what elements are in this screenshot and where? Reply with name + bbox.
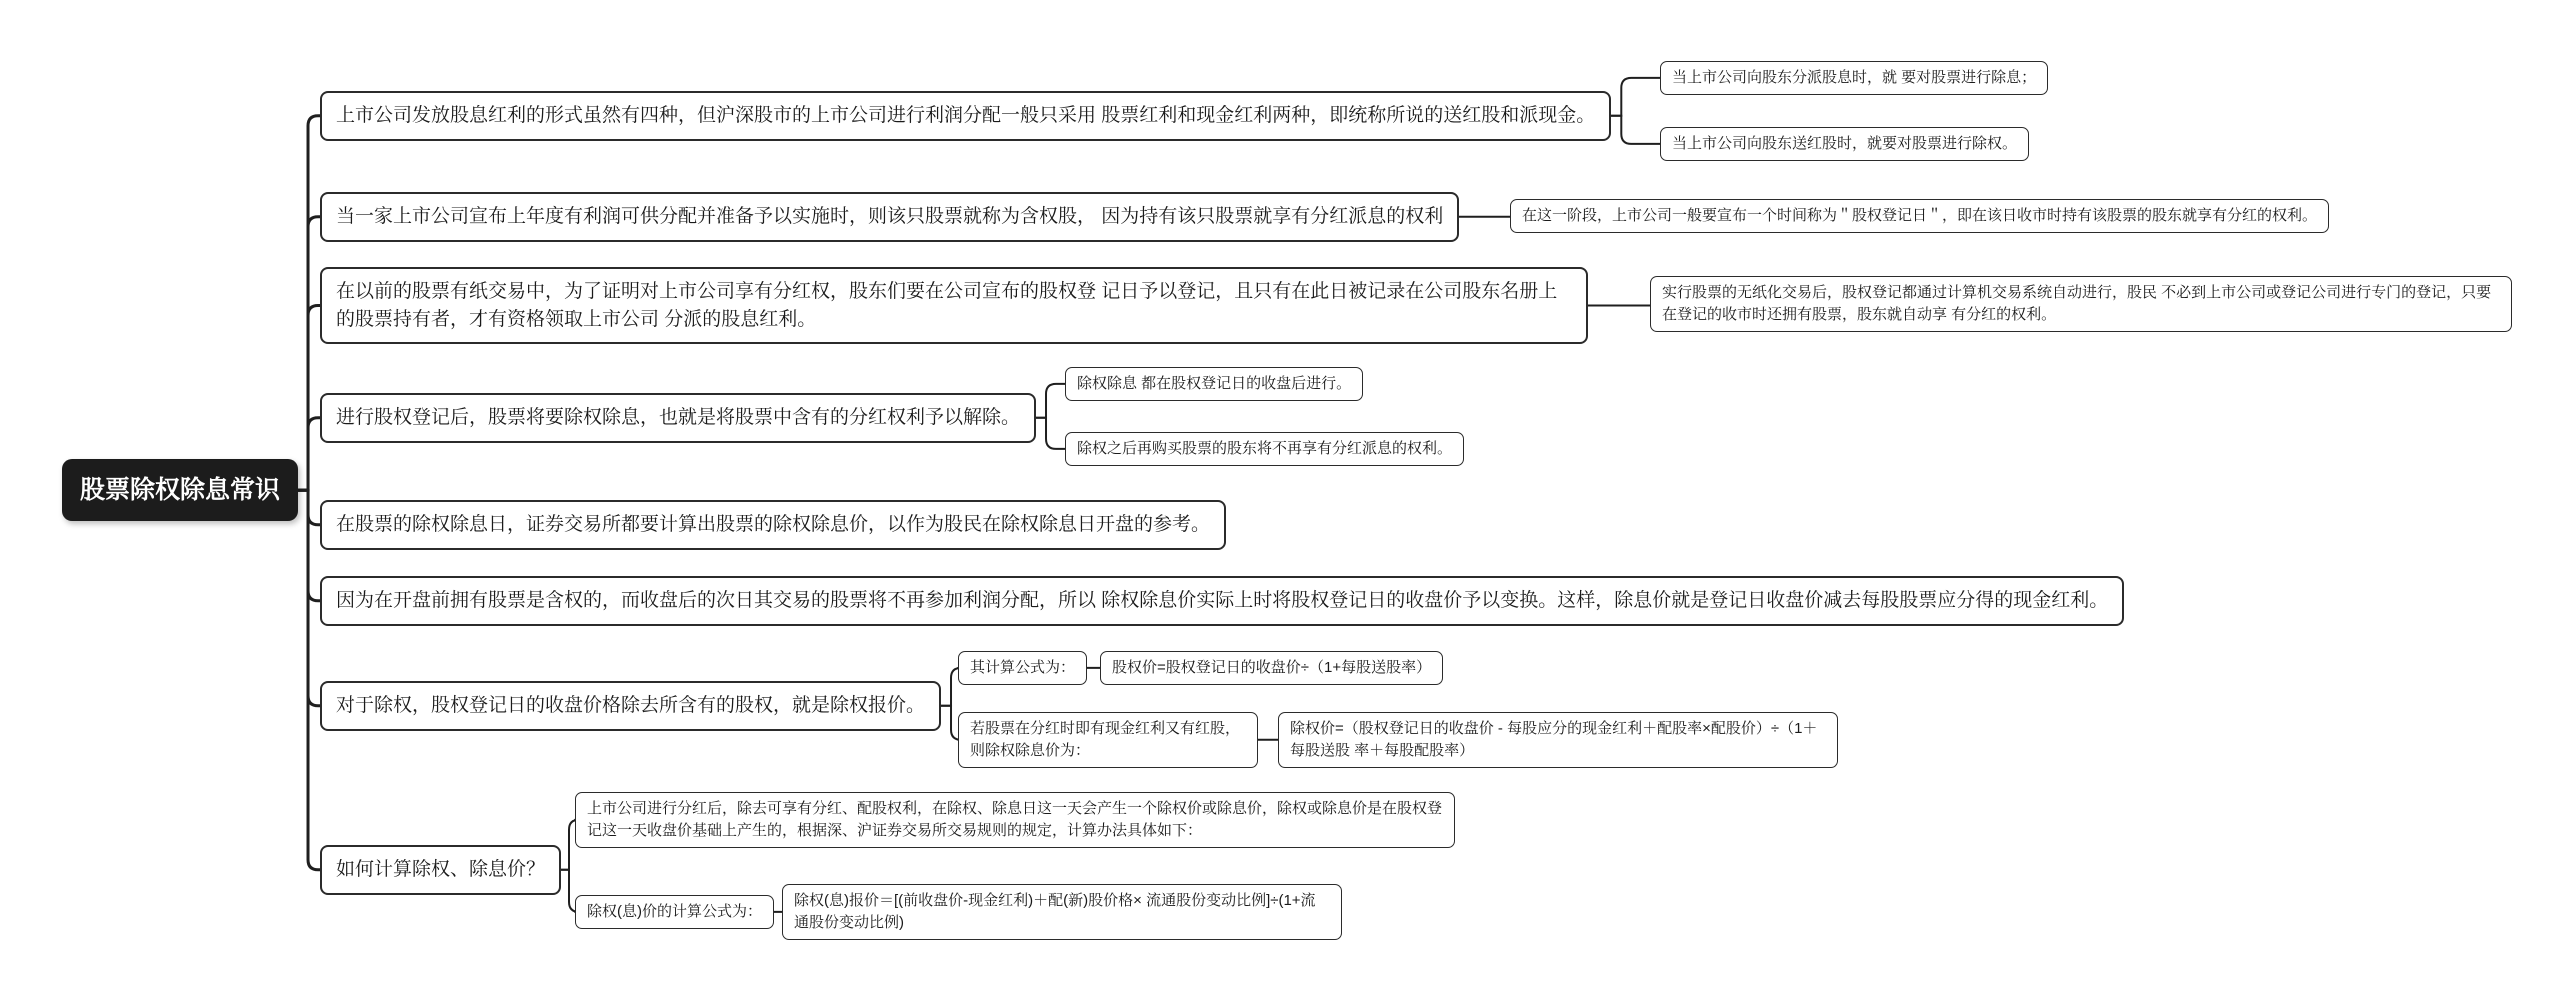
branch-dividend-forms[interactable]: 上市公司发放股息红利的形式虽然有四种，但沪深股市的上市公司进行利润分配一般只采用 股票红利和现金红利两种，即统称所说的送红股和派现金。 [320, 91, 1611, 141]
branch-rights-included-stock[interactable]: 当一家上市公司宣布上年度有利润可供分配并准备予以实施时，则该只股票就称为含权股， 因为持有该只股票就享有分红派息的权利 [320, 192, 1459, 242]
branch-exchange-calculates-price[interactable]: 在股票的除权除息日，证券交易所都要计算出股票的除权除息价，以作为股民在除权除息日开盘的参考。 [320, 500, 1226, 550]
subtopic-xr-xd-formula-intro[interactable]: 除权(息)价的计算公式为： [575, 895, 774, 929]
subtopic-ex-rights-when-bonus[interactable]: 当上市公司向股东送红股时，就要对股票进行除权。 [1660, 127, 2029, 161]
subtopic-no-dividend-after-xr[interactable]: 除权之后再购买股票的股东将不再享有分红派息的权利。 [1065, 432, 1464, 466]
root-topic[interactable]: 股票除权除息常识 [62, 459, 298, 521]
branch-how-to-calculate[interactable]: 如何计算除权、除息价？ [320, 845, 561, 895]
formula-ex-rights-combined[interactable]: 除权价=（股权登记日的收盘价 - 每股应分的现金红利＋配股率×配股价）÷（1＋每股送股 率＋每股配股率） [1278, 712, 1838, 768]
subtopic-formula-intro[interactable]: 其计算公式为： [958, 651, 1087, 685]
branch-paper-trading-registration[interactable]: 在以前的股票有纸交易中，为了证明对上市公司享有分红权，股东们要在公司宣布的股权登 记日予以登记，且只有在此日被记录在公司股东名册上的股票持有者，才有资格领取上市公司 分派的股息红利。 [320, 267, 1588, 344]
subtopic-cash-and-bonus-case[interactable]: 若股票在分红时即有现金红利又有红股，则除权除息价为： [958, 712, 1258, 768]
formula-ex-rights-simple[interactable]: 股权价=股权登记日的收盘价÷（1+每股送股率） [1100, 651, 1443, 685]
branch-ex-rights-quote[interactable]: 对于除权，股权登记日的收盘价格除去所含有的股权，就是除权报价。 [320, 681, 941, 731]
subtopic-record-date-announcement[interactable]: 在这一阶段，上市公司一般要宣布一个时间称为＂股权登记日＂，即在该日收市时持有该股票的股东就享有分红的权利。 [1510, 199, 2329, 233]
subtopic-paperless-auto-registration[interactable]: 实行股票的无纸化交易后，股权登记都通过计算机交易系统自动进行，股民 不必到上市公司或登记公司进行专门的登记，只要在登记的收市时还拥有股票，股东就自动享 有分红的权利。 [1650, 276, 2512, 332]
formula-xr-xd-quote[interactable]: 除权(息)报价＝[(前收盘价-现金红利)＋配(新)股价格× 流通股份变动比例]÷(1+流通股份变动比例) [782, 884, 1342, 940]
branch-price-conversion[interactable]: 因为在开盘前拥有股票是含权的，而收盘后的次日其交易的股票将不再参加利润分配，所以 除权除息价实际上时将股权登记日的收盘价予以变换。这样，除息价就是登记日收盘价减去每股股票应分得的现金红利。 [320, 576, 2124, 626]
branch-after-registration-xr-xd[interactable]: 进行股权登记后，股票将要除权除息，也就是将股票中含有的分红权利予以解除。 [320, 393, 1036, 443]
subtopic-ex-dividend-when-cash[interactable]: 当上市公司向股东分派股息时，就 要对股票进行除息； [1660, 61, 2048, 95]
subtopic-xr-xd-after-close[interactable]: 除权除息 都在股权登记日的收盘后进行。 [1065, 367, 1363, 401]
subtopic-calculation-rules-intro[interactable]: 上市公司进行分红后，除去可享有分红、配股权利，在除权、除息日这一天会产生一个除权价或除息价，除权或除息价是在股权登记这一天收盘价基础上产生的，根据深、沪证券交易所交易规则的规定，计算办法具体如下： [575, 792, 1455, 848]
